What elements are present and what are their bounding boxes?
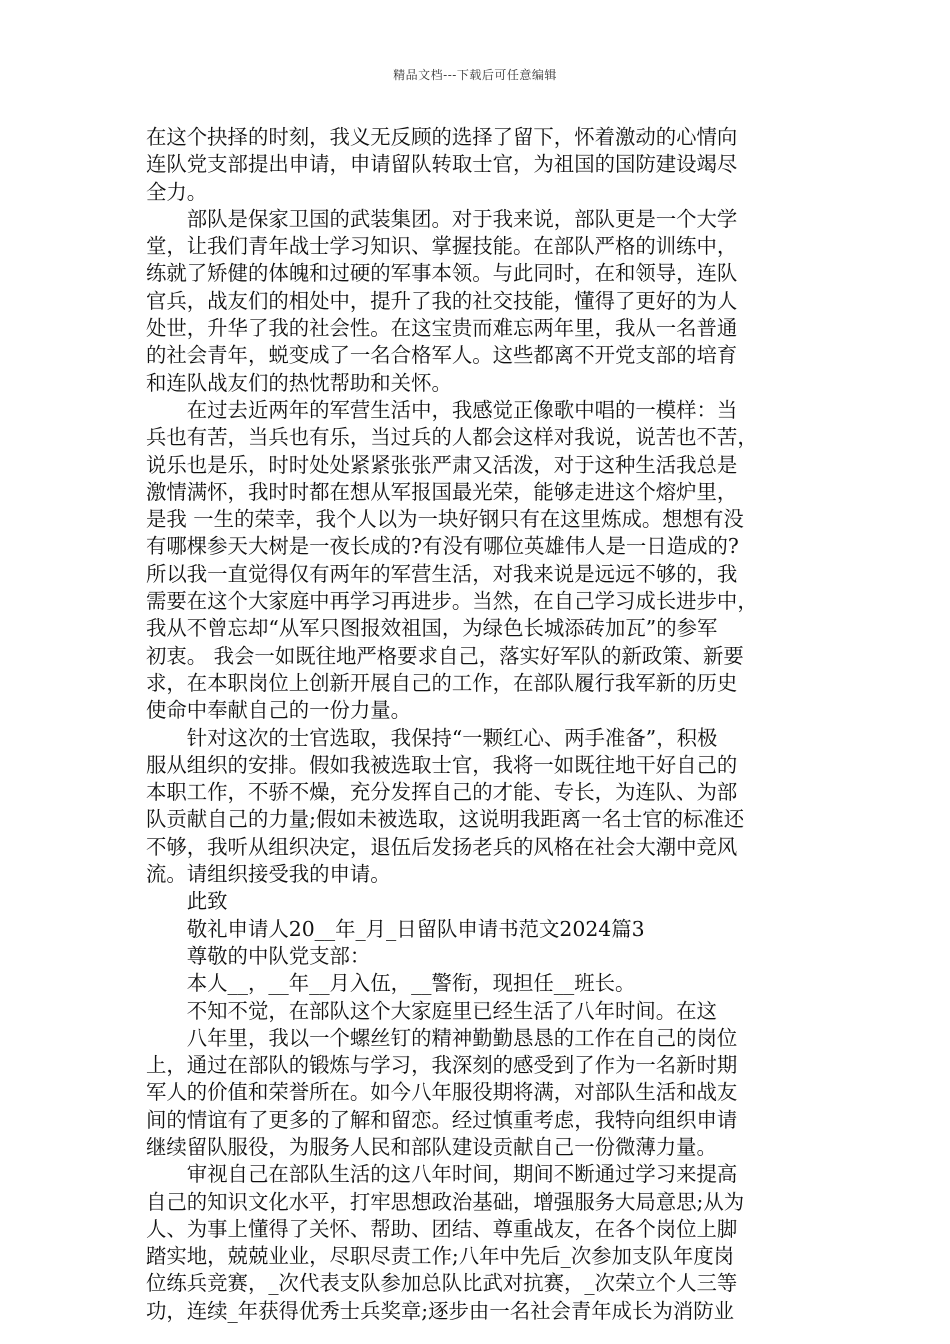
body-text-line: 全力。: [146, 179, 208, 204]
body-text-line: 审视自己在部队生活的这八年时间，期间不断通过学习来提高: [146, 1162, 738, 1187]
body-text-line: 部队是保家卫国的武装集团。对于我来说，部队更是一个大学: [146, 206, 738, 231]
body-text-line: 此致: [146, 889, 228, 914]
body-text-line: 针对这次的士官选取，我保持“一颗红心、两手准备”，积极: [146, 725, 718, 750]
body-text-line: 不知不觉，在部队这个大家庭里已经生活了八年时间。在这: [146, 998, 717, 1023]
body-text-line: 间的情谊有了更多的了解和留恋。经过慎重考虑，我特向组织申请: [146, 1107, 738, 1132]
body-text-line: 在这个抉择的时刻，我义无反顾的选择了留下，怀着激动的心情向: [146, 125, 738, 149]
body-text-line: 官兵，战友们的相处中，提升了我的社交技能，懂得了更好的为人: [146, 288, 738, 313]
body-text-line: 有哪棵参天大树是一夜长成的?有没有哪位英雄伟人是一日造成的?: [146, 534, 739, 559]
body-text-line: 八年里，我以一个螺丝钉的精神勤勤恳恳的工作在自己的岗位: [146, 1025, 738, 1050]
body-text-line: 队贡献自己的力量;假如未被选取，这说明我距离一名士官的标准还: [146, 807, 745, 832]
body-text-line: 功，连续_年获得优秀士兵奖章;逐步由一名社会青年成长为消防业: [146, 1298, 734, 1323]
body-text-line: 的社会青年，蜕变成了一名合格军人。这些都离不开党支部的培育: [146, 343, 738, 368]
body-text-line: 求，在本职岗位上创新开展自己的工作，在部队履行我军新的历史: [146, 670, 738, 695]
body-text-line: 使命中奉献自己的一份力量。: [146, 698, 412, 723]
body-text-line: 军人的价值和荣誉所在。如今八年服役期将满，对部队生活和战友: [146, 1080, 738, 1105]
body-text-line: 本职工作，不骄不燥，充分发挥自己的才能、专长，为连队、为部: [146, 780, 738, 805]
body-text-line: 说乐也是乐，时时处处紧紧张张严肃又活泼，对于这种生活我总是: [146, 452, 738, 477]
body-text-line: 人、为事上懂得了关怀、帮助、团结、尊重战友，在各个岗位上脚: [146, 1216, 738, 1241]
body-text-line: 和连队战友们的热忱帮助和关怀。: [146, 370, 452, 395]
body-text-line: 处世，升华了我的社会性。在这宝贵而难忘两年里，我从一名普通: [146, 316, 738, 341]
body-text-line: 服从组织的安排。假如我被选取士官，我将一如既往地干好自己的: [146, 752, 738, 777]
body-text-line: 是我 一生的荣幸，我个人以为一块好钢只有在这里炼成。想想有没: [146, 507, 744, 532]
body-text-line: 激情满怀，我时时都在想从军报国最光荣，能够走进这个熔炉里，: [146, 479, 738, 504]
body-text-line: 初衷。 我会一如既往地严格要求自己，落实好军队的新政策、新要: [146, 643, 744, 668]
body-text-line: 自己的知识文化水平，打牢思想政治基础，增强服务大局意思;从为: [146, 1189, 745, 1214]
body-text-line: 需要在这个大家庭中再学习再进步。当然，在自己学习成长进步中，: [146, 589, 758, 614]
body-text-line: 本人__，__年__月入伍，__警衔，现担任__班长。: [146, 971, 636, 996]
body-text-line: 兵也有苦，当兵也有乐，当过兵的人都会这样对我说，说苦也不苦，: [146, 425, 758, 450]
document-body: [146, 124, 816, 1325]
body-text-line: 我从不曾忘却“从军只图报效祖国，为绿色长城添砖加瓦”的参军: [146, 616, 718, 641]
body-text-line: 连队党支部提出申请，申请留队转取士官，为祖国的国防建设竭尽: [146, 152, 738, 177]
body-text-line: 不够，我听从组织决定，退伍后发扬老兵的风格在社会大潮中竞风: [146, 834, 738, 859]
body-text-line: 位练兵竞赛，_次代表支队参加总队比武对抗赛，_次荣立个人三等: [146, 1271, 738, 1296]
body-text-line: 继续留队服役，为服务人民和部队建设贡献自己一份微薄力量。: [146, 1134, 717, 1159]
body-text-line: 尊敬的中队党支部：: [146, 943, 371, 968]
page-header: 精品文档---下载后可任意编辑: [393, 68, 557, 82]
body-text-line: 堂，让我们青年战士学习知识、掌握技能。在部队严格的训练中，: [146, 234, 738, 259]
body-text-line: 踏实地，兢兢业业，尽职尽责工作;八年中先后_次参加支队年度岗: [146, 1244, 734, 1269]
body-text-line: 上，通过在部队的锻炼与学习，我深刻的感受到了作为一名新时期: [146, 1053, 738, 1078]
body-text-line: 所以我一直觉得仅有两年的军营生活，对我来说是远远不够的，我: [146, 561, 738, 586]
body-text-line: 流。请组织接受我的申请。: [146, 862, 391, 887]
body-text-line: 敬礼申请人20__年_月_日留队申请书范文2024篇3: [146, 916, 645, 941]
body-text-line: 练就了矫健的体魄和过硬的军事本领。与此同时，在和领导，连队: [146, 261, 738, 286]
body-text-line: 在过去近两年的军营生活中，我感觉正像歌中唱的一模样：当: [146, 397, 738, 422]
